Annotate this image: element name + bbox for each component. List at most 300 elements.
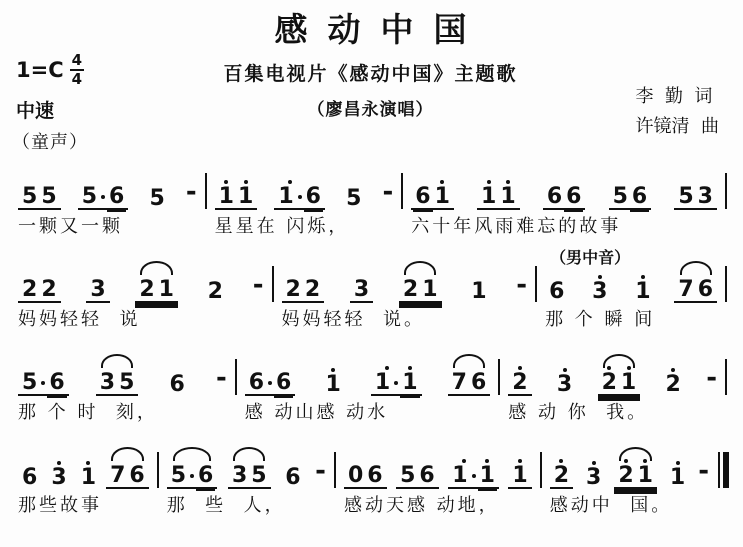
- note-digit: 2: [665, 372, 681, 397]
- barline: [498, 359, 500, 395]
- note: [450, 366, 469, 394]
- digit-row: [632, 186, 647, 208]
- score-system: [12, 346, 729, 426]
- note: [157, 273, 176, 301]
- note: [346, 459, 365, 487]
- beam-group: [204, 275, 227, 303]
- digit-row: [481, 186, 496, 208]
- note: [365, 459, 384, 487]
- note-digit: 6: [49, 370, 65, 395]
- note-group: [135, 260, 178, 303]
- beam-group: [166, 368, 189, 396]
- score-system: [12, 248, 729, 333]
- dash-note: -: [698, 456, 709, 486]
- note-group: [18, 180, 61, 210]
- header: [12, 10, 729, 156]
- note-digit: 3: [353, 277, 370, 302]
- beam-group: [18, 180, 61, 210]
- note: [274, 366, 293, 394]
- measure: [12, 439, 155, 519]
- augmentation-dot: [472, 474, 476, 478]
- beam-group: [18, 366, 69, 396]
- slur-arc: [603, 354, 635, 368]
- note-group: [344, 459, 387, 489]
- lyric-line: 感动中 国。: [549, 495, 673, 516]
- digit-row: [422, 279, 437, 301]
- note-digit: 1: [374, 370, 391, 395]
- digit-row: [678, 186, 693, 208]
- beam-group: [553, 368, 576, 396]
- beam-group: [614, 459, 657, 489]
- measure: [239, 346, 497, 426]
- note-digit: 1: [500, 184, 516, 209]
- note-digit: 1: [158, 277, 174, 302]
- digit-row: [306, 186, 321, 208]
- note-group: [47, 461, 70, 489]
- note-group: [167, 446, 218, 489]
- digit-row: [119, 372, 134, 394]
- note-digit: 5: [22, 184, 38, 209]
- note: [413, 180, 432, 208]
- note-digit: 1: [481, 184, 497, 209]
- beam-group: [550, 459, 573, 489]
- beam-group: [77, 461, 100, 489]
- digit-row: [90, 279, 105, 301]
- note-group: [631, 275, 654, 303]
- beam-group: [674, 273, 717, 303]
- lyric-line: 一颗又一颗: [18, 216, 123, 237]
- notes-row: [405, 160, 723, 210]
- time-signature-bottom: 4: [71, 70, 83, 89]
- barline: [725, 266, 727, 302]
- slur-arc: [111, 447, 143, 461]
- note-group: [145, 182, 168, 210]
- note: [39, 180, 58, 208]
- digit-row: [638, 465, 653, 487]
- beam-group: [215, 180, 258, 210]
- digit-row: [480, 465, 495, 487]
- digit-row: [285, 467, 300, 489]
- digit-row: [613, 186, 628, 208]
- note-group: [350, 273, 373, 303]
- digit-row: [170, 374, 185, 396]
- note: [49, 461, 68, 489]
- note-digit: 1: [434, 184, 450, 209]
- note: [555, 368, 574, 396]
- lyric-line: 妈妈轻轻 说: [18, 309, 141, 330]
- note-group: [96, 353, 139, 396]
- author-credits: [636, 82, 719, 141]
- note: [107, 180, 126, 208]
- digit-row: [22, 279, 37, 301]
- digit-row: [276, 372, 291, 394]
- digit-row: [100, 372, 115, 394]
- digit-row: [232, 465, 247, 487]
- digit-row: [305, 279, 320, 301]
- digit-row: [367, 465, 382, 487]
- note-digit: 6: [248, 370, 265, 395]
- beam-group: [47, 461, 70, 489]
- note: [433, 180, 452, 208]
- note: [230, 459, 249, 487]
- note: [696, 180, 715, 208]
- note-group: [550, 459, 573, 489]
- digit-row: [419, 465, 434, 487]
- note-digit: 2: [304, 277, 321, 302]
- digit-row: [471, 372, 486, 394]
- barline: [235, 359, 237, 395]
- slur-arc: [680, 261, 712, 275]
- note-digit: 6: [470, 370, 487, 395]
- song-subtitle: 百集电视片《感动中国》主题歌: [223, 62, 518, 85]
- note-digit: 5: [612, 184, 628, 209]
- note-digit: 0: [347, 463, 364, 488]
- note: [510, 459, 529, 487]
- beam-group: [282, 273, 325, 303]
- note-digit: 1: [479, 463, 495, 488]
- note: [20, 461, 39, 489]
- digit-row: [51, 467, 66, 489]
- note-digit: 7: [110, 463, 126, 488]
- digit-row: [402, 372, 417, 394]
- note-digit: 3: [592, 279, 608, 304]
- note-group: [166, 368, 189, 396]
- digit-row: [22, 186, 37, 208]
- note-digit: 5: [119, 370, 135, 395]
- note-digit: 5: [149, 186, 165, 211]
- note-digit: 6: [198, 463, 214, 488]
- digit-row: [602, 372, 617, 394]
- measure: [338, 439, 538, 519]
- note-digit: 2: [285, 277, 301, 302]
- beam-group: [411, 180, 454, 210]
- note: [276, 180, 303, 208]
- note-digit: 1: [402, 370, 418, 395]
- note: [469, 366, 488, 394]
- beam-group: [228, 459, 271, 489]
- measure: [276, 253, 534, 333]
- beam-group: [477, 180, 520, 210]
- note-digit: 5: [678, 184, 694, 209]
- note: [545, 180, 564, 208]
- note-group: [582, 461, 605, 489]
- note-digit: 3: [586, 465, 602, 490]
- lyric-line: 那 个 时 刻，: [18, 402, 158, 423]
- note-digit: 3: [99, 370, 116, 395]
- augmentation-dot: [268, 381, 272, 385]
- beam-group: [78, 180, 129, 210]
- digit-row: [635, 281, 650, 303]
- note: [352, 273, 371, 301]
- beam-group: [274, 180, 325, 210]
- dash-note: -: [185, 177, 197, 207]
- beam-group: [543, 180, 586, 210]
- note-group: [674, 260, 717, 303]
- note: [196, 459, 215, 487]
- note: [564, 180, 583, 208]
- note-digit: 7: [678, 277, 694, 302]
- beam-group: [666, 461, 689, 489]
- digit-row: [557, 374, 572, 396]
- digit-row: [238, 186, 253, 208]
- note-group: [282, 273, 325, 303]
- voice-label-baritone: （男中音）: [550, 248, 631, 267]
- digit-row: [698, 186, 713, 208]
- beam-group: [281, 461, 304, 489]
- note: [417, 459, 436, 487]
- lyric-line: 那 些 人，: [166, 495, 286, 516]
- dash-note: -: [215, 363, 227, 393]
- note-digit: 2: [601, 370, 617, 395]
- note-digit: 5: [170, 463, 187, 488]
- barline: [725, 359, 727, 395]
- augmentation-dot: [190, 474, 194, 478]
- note-digit: 1: [325, 372, 341, 397]
- dash-note: -: [252, 270, 264, 300]
- lyric-line: 那些故事: [18, 495, 102, 516]
- note-group: [588, 275, 611, 303]
- note: [323, 368, 342, 396]
- digit-row: [278, 186, 301, 208]
- note-digit: 2: [207, 279, 223, 304]
- slur-arc: [619, 447, 651, 461]
- beam-group: [18, 461, 41, 489]
- note-digit: 2: [139, 277, 155, 302]
- beam-group: [18, 273, 61, 303]
- dash-note: -: [706, 363, 717, 393]
- note-group: [411, 180, 454, 210]
- note-group: [662, 368, 685, 396]
- note-digit: 3: [231, 463, 248, 488]
- note: [344, 182, 363, 210]
- beam-group: [609, 180, 652, 210]
- digit-row: [249, 372, 272, 394]
- digit-row: [678, 279, 693, 301]
- note: [584, 461, 603, 489]
- note-group: [204, 275, 227, 303]
- note-group: [508, 366, 531, 396]
- note-group: [106, 446, 149, 489]
- performer-credit: （廖昌永演唱）: [307, 99, 434, 120]
- note: [304, 180, 323, 208]
- barline: [725, 173, 727, 209]
- notes-row: [12, 160, 203, 210]
- augmentation-dot: [101, 195, 105, 199]
- lyric-line: 妈妈轻轻 说。: [281, 309, 425, 330]
- digit-row: [403, 279, 418, 301]
- note: [420, 273, 439, 301]
- note: [547, 275, 566, 303]
- note: [108, 459, 127, 487]
- note-group: [18, 366, 69, 396]
- lyric-line: 感动天感 动地，: [343, 495, 500, 516]
- note: [590, 275, 609, 303]
- note: [137, 273, 156, 301]
- note: [676, 273, 695, 301]
- note: [498, 180, 517, 208]
- notation-area: [12, 160, 729, 519]
- note: [664, 368, 683, 396]
- measure: [539, 248, 723, 333]
- digit-row: [566, 186, 581, 208]
- note: [98, 366, 117, 394]
- final-barline: [718, 452, 729, 488]
- note-group: [674, 180, 717, 210]
- note-digit: 6: [546, 184, 563, 209]
- note-group: [477, 180, 520, 210]
- beam-group: [135, 273, 178, 303]
- note: [619, 366, 638, 394]
- beam-group: [96, 366, 139, 396]
- digit-row: [325, 374, 340, 396]
- note: [616, 459, 635, 487]
- digit-row: [512, 372, 527, 394]
- note-digit: 5: [251, 463, 267, 488]
- augmentation-dot: [298, 195, 302, 199]
- lyric-line: 六十年风雨难忘的故事: [411, 216, 622, 237]
- beam-group: [396, 459, 439, 489]
- note-digit: 6: [549, 279, 565, 304]
- digit-row: [22, 372, 45, 394]
- note-digit: 1: [237, 184, 254, 209]
- digit-row: [512, 465, 527, 487]
- note-digit: 1: [635, 279, 651, 304]
- note-digit: 6: [419, 463, 435, 488]
- barline: [272, 266, 274, 302]
- augmentation-dot: [394, 381, 398, 385]
- notes-row: [276, 253, 534, 303]
- digit-row: [549, 281, 564, 303]
- note: [633, 275, 652, 303]
- note: [249, 459, 268, 487]
- note-digit: 3: [556, 372, 573, 397]
- beam-group: [582, 461, 605, 489]
- note-group: [274, 180, 325, 210]
- note-group: [448, 459, 499, 489]
- note: [80, 180, 107, 208]
- note-digit: 6: [285, 465, 301, 490]
- note: [236, 180, 255, 208]
- score-system: [12, 439, 729, 519]
- note: [400, 366, 419, 394]
- note: [401, 273, 420, 301]
- beam-group: [106, 459, 149, 489]
- note-digit: 5: [346, 186, 362, 211]
- note: [147, 182, 166, 210]
- beam-group: [598, 366, 641, 396]
- barline: [535, 266, 537, 302]
- slur-arc: [140, 261, 172, 275]
- notes-row: [209, 160, 400, 210]
- note: [398, 459, 417, 487]
- beam-group: [342, 182, 365, 210]
- note-digit: 6: [697, 277, 714, 302]
- digit-row: [554, 465, 569, 487]
- note: [479, 180, 498, 208]
- digit-row: [82, 186, 105, 208]
- digit-row: [415, 186, 430, 208]
- song-title: 感动中国: [274, 10, 487, 49]
- digit-row: [621, 372, 636, 394]
- note-digit: 6: [566, 184, 582, 209]
- note: [283, 461, 302, 489]
- digit-row: [586, 467, 601, 489]
- note-digit: 1: [637, 463, 653, 488]
- note-group: [321, 368, 344, 396]
- note: [217, 180, 236, 208]
- barline: [334, 452, 336, 488]
- time-signature-top: 4: [70, 52, 84, 71]
- note-digit: 3: [697, 184, 713, 209]
- slur-arc: [233, 447, 265, 461]
- note-group: [86, 273, 109, 303]
- note-group: [467, 275, 490, 303]
- note-digit: 1: [80, 465, 97, 490]
- tempo-marking: 中速: [16, 100, 55, 122]
- note-digit: 2: [22, 277, 38, 302]
- note-digit: 1: [452, 463, 468, 488]
- slur-arc: [101, 354, 133, 368]
- measure: [544, 439, 715, 519]
- note: [668, 461, 687, 489]
- note-digit: 5: [41, 184, 57, 209]
- measure: [502, 346, 723, 426]
- measure: [12, 253, 270, 333]
- digit-row: [149, 188, 164, 210]
- digit-row: [219, 186, 234, 208]
- note-group: [78, 180, 129, 210]
- note-digit: 7: [451, 370, 467, 395]
- lyric-line: 星星在 闪烁，: [214, 216, 350, 237]
- digit-row: [110, 465, 125, 487]
- digit-row: [500, 186, 515, 208]
- slur-arc: [404, 261, 436, 275]
- note-digit: 6: [169, 372, 185, 397]
- notes-row: [12, 439, 155, 489]
- beam-group: [321, 368, 344, 396]
- note: [676, 180, 695, 208]
- note-group: [399, 260, 442, 303]
- dash-note: -: [315, 456, 326, 486]
- beam-group: [399, 273, 442, 303]
- digit-row: [592, 281, 607, 303]
- note: [284, 273, 303, 301]
- note-digit: 6: [367, 463, 383, 488]
- note: [552, 459, 571, 487]
- note-group: [228, 446, 271, 489]
- note-digit: 3: [51, 465, 67, 490]
- note-group: [396, 459, 439, 489]
- note-group: [545, 275, 568, 303]
- digit-row: [109, 186, 124, 208]
- digit-row: [666, 374, 681, 396]
- note: [247, 366, 274, 394]
- beam-group: [674, 180, 717, 210]
- note: [117, 366, 136, 394]
- note-group: [609, 180, 652, 210]
- key-label: 1=C: [16, 58, 64, 83]
- barline: [205, 173, 207, 209]
- beam-group: [145, 182, 168, 210]
- note: [20, 273, 39, 301]
- note-group: [508, 459, 531, 489]
- note-group: [598, 353, 641, 396]
- note: [303, 273, 322, 301]
- digit-row: [171, 465, 194, 487]
- lyric-line: 感 动山感 动水: [244, 402, 389, 423]
- beam-group: [508, 459, 531, 489]
- beam-group: [86, 273, 109, 303]
